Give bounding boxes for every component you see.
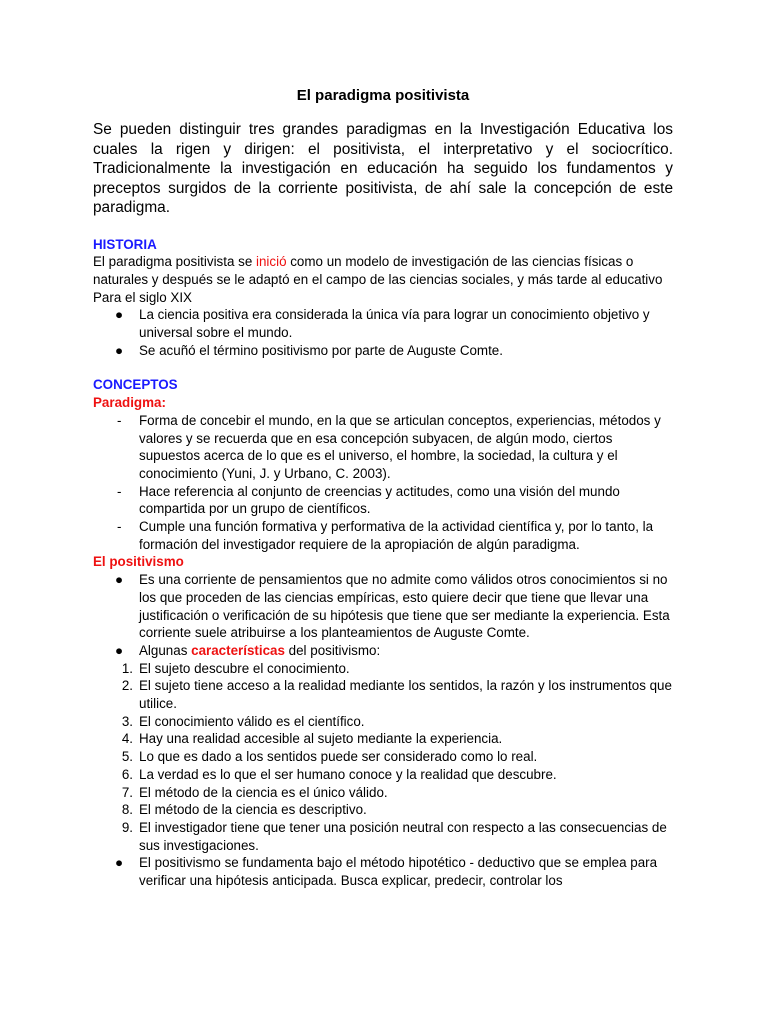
historia-bullet-text: La ciencia positiva era considerada la única vía para lograr un conocimiento objetivo y universal sobre el mundo. [139,307,650,341]
numbered-item [93,784,673,802]
number-marker: 6. [121,766,133,782]
historia-heading: HISTORIA [93,236,157,252]
numbered-item [93,766,673,784]
siglo-line: Para el siglo XIX [93,289,192,305]
numbered-item-text: Hay una realidad accesible al sujeto mediante la experiencia. [139,731,503,747]
positivismo-bullet [93,642,673,660]
positivismo-bullet [93,571,673,642]
number-marker: 5. [121,749,133,765]
document-page [93,86,673,890]
bullet-marker: ● [115,342,124,358]
positivismo-bullet-text: Es una corriente de pensamientos que no admite como válidos otros conocimientos si no los que proceden de las ciencias empíricas, esto quiere decir que tiene que llevar una justificación o verificación de su hipótesis que tiene que ser mediante la experiencia. Esta corriente suele atribuirse a los planteamientos de Auguste Comte. [139,572,670,641]
paradigma-item [93,483,673,518]
bullet-marker: ● [115,642,124,658]
caracteristicas-text-red: características [191,642,285,658]
historia-bullet [93,342,673,360]
dash-marker: - [117,519,122,535]
numbered-item-text: El método de la ciencia es el único válido. [139,784,388,800]
paradigma-heading: Paradigma: [93,395,166,411]
numbered-item [93,819,673,854]
paradigma-item-text: Cumple una función formativa y performativa de la actividad científica y, por lo tanto, la formación del investigador requiere de la apropiación de algún paradigma. [139,519,654,552]
numbered-item-text: El investigador tiene que tener una posición neutral con respecto a las consecuencias de sus investigaciones. [139,820,667,853]
numbered-item [93,730,673,748]
dash-marker: - [117,412,122,428]
historia-paragraph [93,253,673,288]
historia-bullet-text: Se acuñó el término positivismo por parte de Auguste Comte. [139,342,503,358]
positivismo-bullet-text: El positivismo se fundamenta bajo el método hipotético - deductivo que se emplea para verificar una hipótesis anticipada. Busca explicar, predecir, controlar los [139,855,658,889]
numbered-item-text: El sujeto descubre el conocimiento. [139,660,350,676]
historia-text-red: inició [256,254,287,270]
positivismo-heading: El positivismo [93,554,184,570]
paradigma-item-text: Hace referencia al conjunto de creencias y actitudes, como una visión del mundo compartida por un grupo de científicos. [139,483,620,517]
document-title: El paradigma positivista [296,87,470,104]
number-marker: 7. [121,784,133,800]
numbered-item [93,801,673,819]
numbered-item-text: El método de la ciencia es descriptivo. [139,802,367,818]
number-marker: 1. [121,660,133,676]
numbered-item-text: El sujeto tiene acceso a la realidad mediante los sentidos, la razón y los instrumentos que utilice. [139,678,672,712]
numbered-item [93,713,673,731]
number-marker: 9. [121,820,133,835]
paradigma-item-text: Forma de concebir el mundo, en la que se articulan conceptos, experiencias, métodos y valores y se recuerda que en esa concepción subyacen, de algún modo, ciertos supuestos acerca de lo que es el universo, el hombre, la sociedad, la cultura y el conocimiento (Yuni, J. y Urbano, C. 2003). [139,412,661,481]
caracteristicas-text-a: Algunas [139,642,192,658]
historia-text-a: El paradigma positivista se [93,254,256,270]
numbered-item [93,677,673,712]
positivismo-bullet [93,854,673,889]
number-marker: 8. [121,802,133,818]
paradigma-item [93,412,673,483]
numbered-item-text: Lo que es dado a los sentidos puede ser considerado como lo real. [139,749,538,765]
paradigma-item [93,518,673,553]
numbered-item-text: El conocimiento válido es el científico. [139,713,365,729]
historia-text-b: como un modelo de investigación de las ciencias físicas o naturales y después se le adaptó en el campo de las ciencias sociales, y más tarde al educativo [93,254,663,287]
dash-marker: - [117,483,122,499]
bullet-marker: ● [115,855,124,871]
historia-bullet [93,306,673,341]
number-marker: 2. [121,678,133,694]
conceptos-heading: CONCEPTOS [93,377,178,393]
number-marker: 4. [121,731,133,747]
document-body [93,236,673,890]
intro-paragraph: Se pueden distinguir tres grandes paradigmas en la Investigación Educativa los cuales la rigen y dirigen: el positivista, el interpretativo y el sociocrítico. Tradicionalmente la investigación en educación ha seguido los fundamentos y preceptos surgidos de la corriente positivista, de ahí sale la concepción de este paradigma. [93,121,673,216]
number-marker: 3. [121,713,133,729]
numbered-item-text: La verdad es lo que el ser humano conoce y la realidad que descubre. [139,766,557,782]
bullet-marker: ● [115,572,124,588]
numbered-item [93,660,673,678]
bullet-marker: ● [115,307,124,323]
numbered-item [93,748,673,766]
caracteristicas-text-b: del positivismo: [284,642,381,658]
